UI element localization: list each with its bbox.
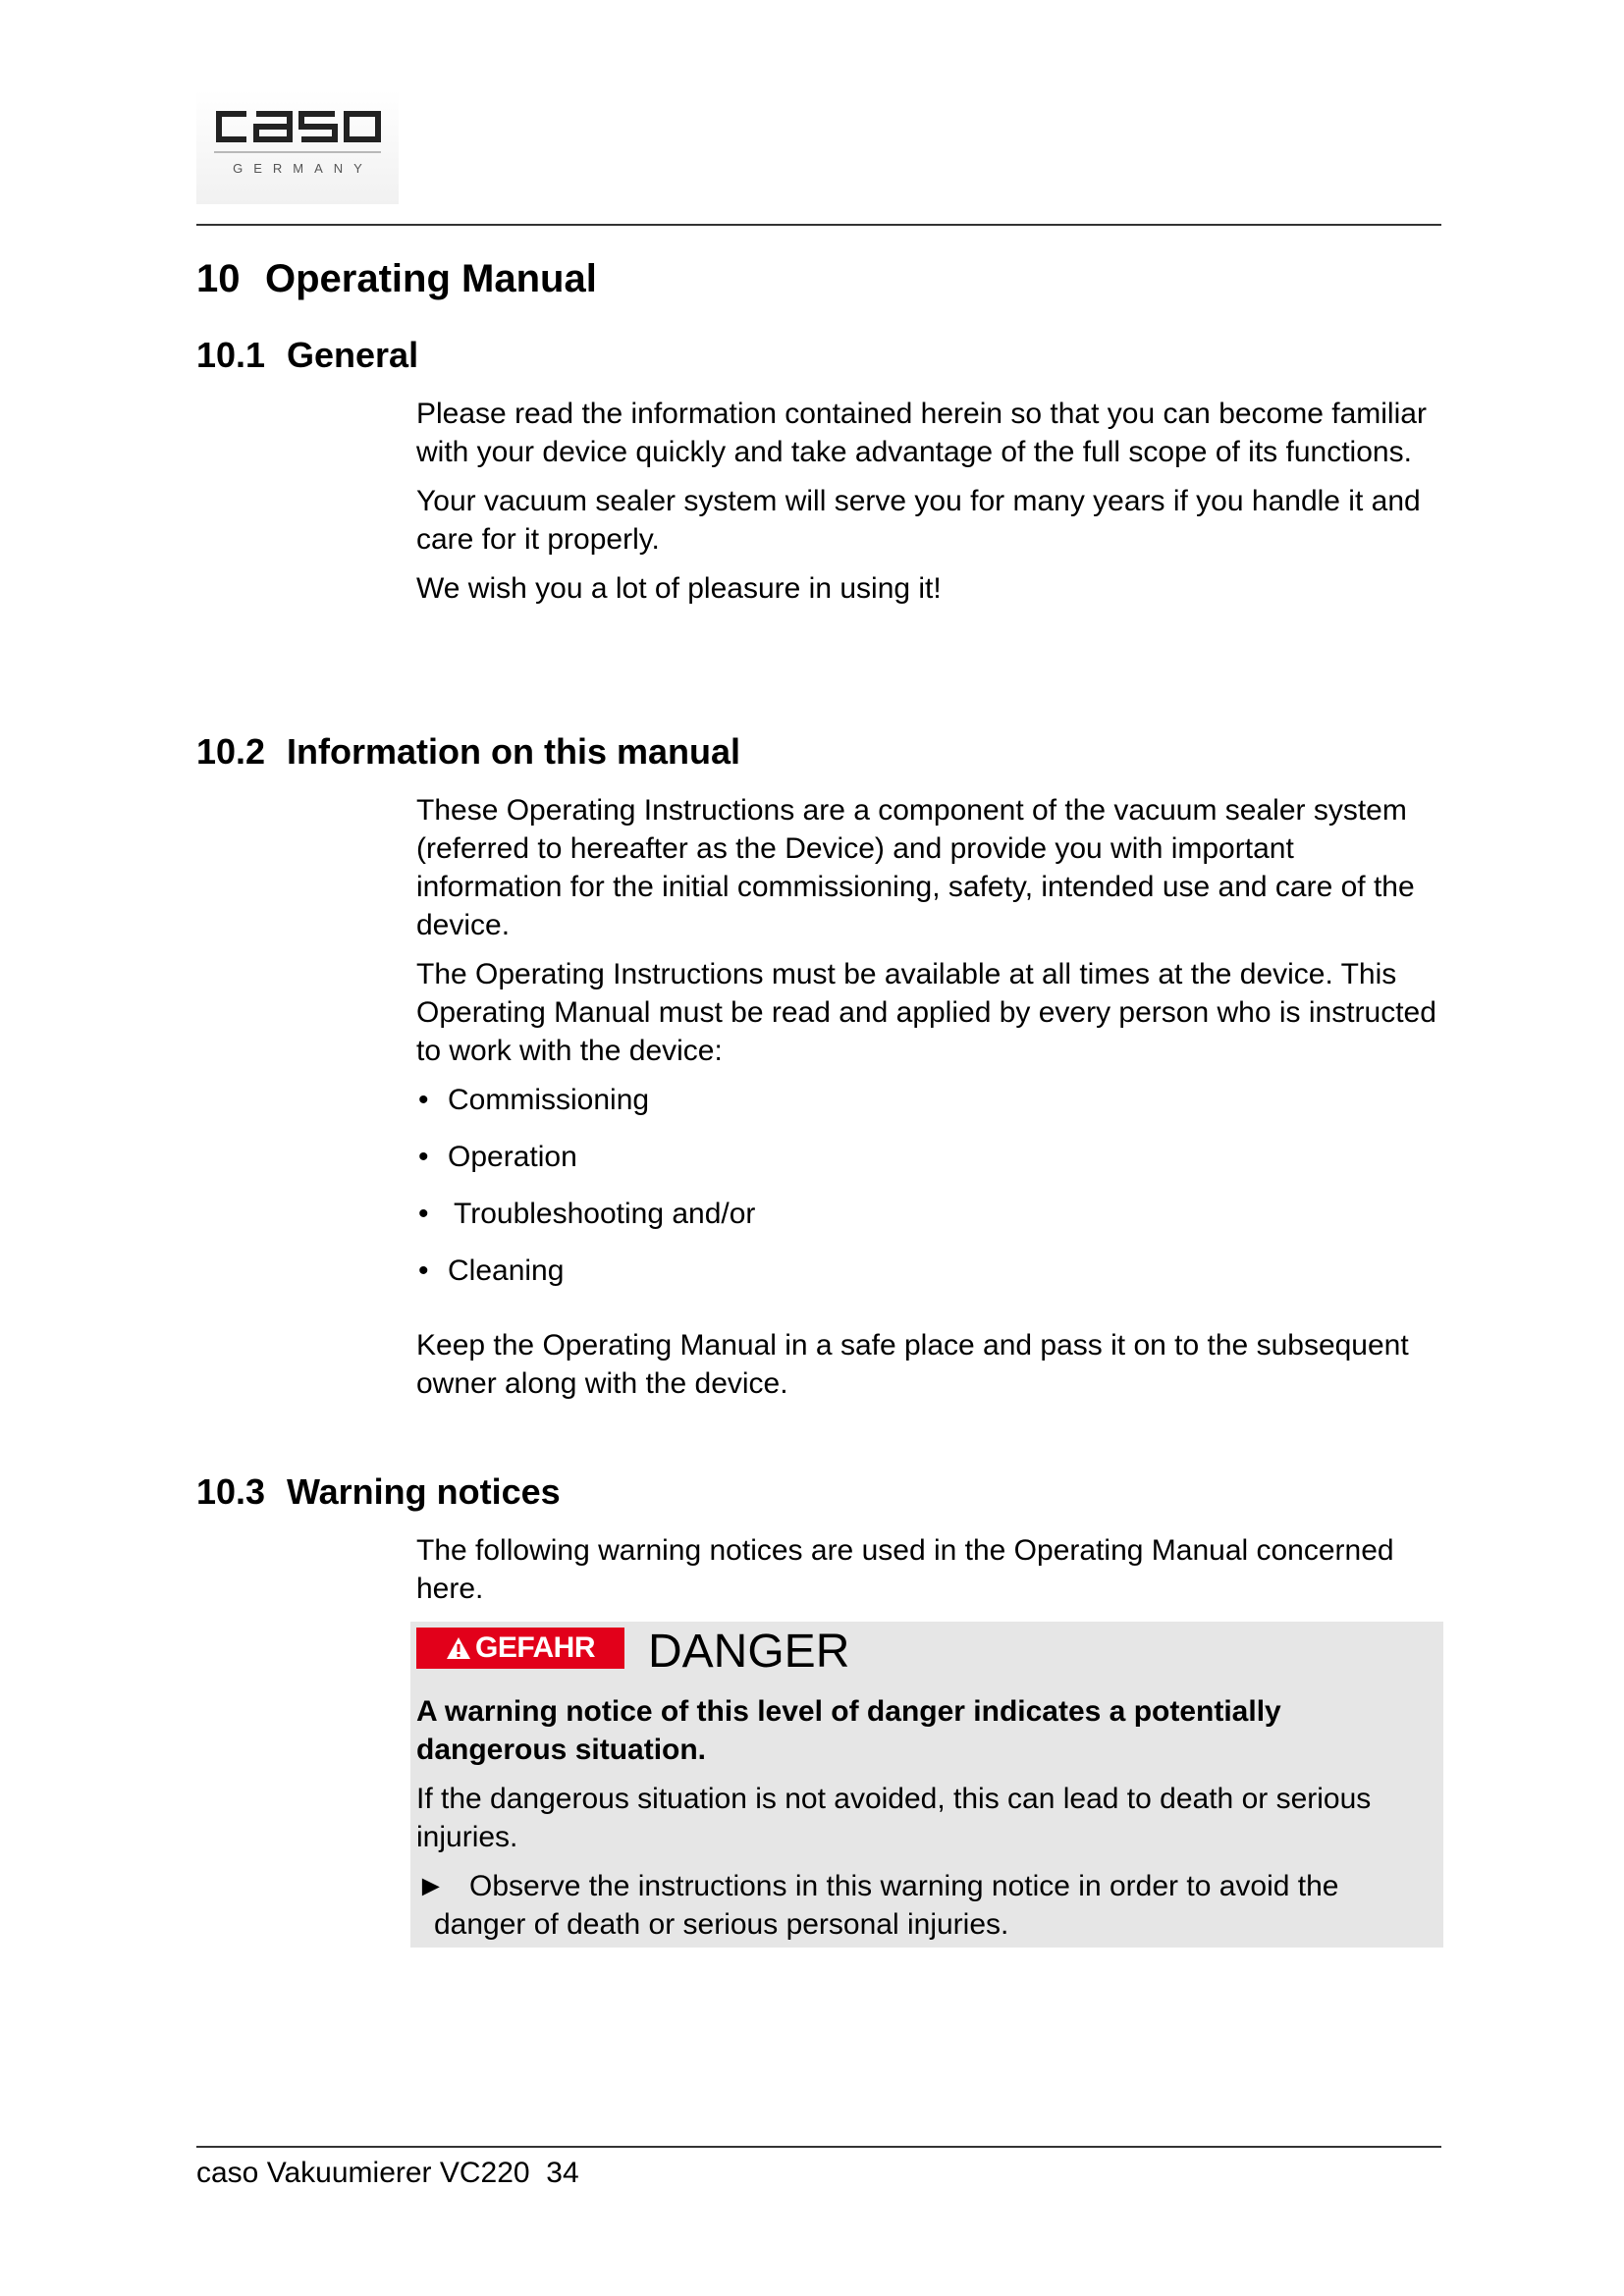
chapter-number: 10 <box>196 257 241 300</box>
bullet-icon: • <box>418 1141 429 1173</box>
section-title: Warning notices <box>287 1471 561 1512</box>
section-general-body <box>416 395 1447 618</box>
list-item: • Cleaning <box>416 1252 1447 1308</box>
danger-text: If the dangerous situation is not avoided, this can lead to death or serious injuries. <box>416 1783 1372 1853</box>
chapter-title: Operating Manual <box>265 257 597 300</box>
section-number: 10.2 <box>196 731 266 772</box>
danger-body <box>416 1692 1437 1944</box>
brand-logo <box>196 90 399 204</box>
danger-title: DANGER <box>648 1626 850 1678</box>
section-information-body <box>416 791 1447 1414</box>
chapter-heading <box>196 255 597 302</box>
section-heading-warnings <box>196 1470 561 1514</box>
footer-text: caso Vakuumierer VC220 <box>196 2157 530 2189</box>
gefahr-badge <box>416 1628 624 1669</box>
section-title: General <box>287 335 419 375</box>
danger-notice <box>410 1622 1443 1948</box>
danger-instruction: ► Observe the instructions in this warning notice in order to avoid the danger of death or serious personal injuries. <box>416 1867 1437 1944</box>
section-title: Information on this manual <box>287 731 741 772</box>
list-item: • Operation <box>416 1138 1447 1195</box>
section-heading-general <box>196 334 418 377</box>
list-item: • Commissioning <box>416 1081 1447 1138</box>
section-number: 10.3 <box>196 1471 266 1512</box>
danger-lead: A warning notice of this level of danger indicates a potentially dangerous situation. <box>416 1695 1281 1766</box>
caso-wordmark-icon <box>213 108 382 145</box>
paragraph: The Operating Instructions must be available at all times at the device. This Operating Manual must be read and applied by every person who is instructed to work with the device: <box>416 958 1436 1067</box>
warning-triangle-icon <box>446 1636 471 1660</box>
page-footer <box>196 2156 579 2191</box>
gefahr-label: GEFAHR <box>474 1631 595 1664</box>
list-item: • Troubleshooting and/or <box>416 1195 1447 1252</box>
section-heading-information <box>196 730 740 774</box>
section-warnings-body <box>416 1531 1447 1619</box>
paragraph: We wish you a lot of pleasure in using it! <box>416 572 942 605</box>
paragraph: Your vacuum sealer system will serve you for many years if you handle it and care for it properly. <box>416 485 1421 556</box>
footer-rule <box>196 2146 1441 2148</box>
bullet-icon: • <box>418 1255 429 1287</box>
logo-subtitle: GERMANY <box>233 161 373 176</box>
bullet-list <box>416 1081 1447 1308</box>
logo-divider <box>214 151 381 153</box>
paragraph: Please read the information contained herein so that you can become familiar with your device quickly and take advantage of the full scope of its functions. <box>416 398 1427 468</box>
page-number: 34 <box>546 2157 579 2189</box>
paragraph: Keep the Operating Manual in a safe place and pass it on to the subsequent owner along with the device. <box>416 1329 1409 1400</box>
section-number: 10.1 <box>196 335 266 375</box>
paragraph: The following warning notices are used in the Operating Manual concerned here. <box>416 1534 1394 1605</box>
arrow-right-icon: ► <box>416 1870 446 1902</box>
bullet-icon: • <box>418 1084 429 1116</box>
bullet-icon: • <box>418 1198 429 1230</box>
header-rule <box>196 224 1441 226</box>
paragraph: These Operating Instructions are a component of the vacuum sealer system (referred to hereafter as the Device) and provide you with important information for the initial commissioning, safety, intended use and care of the device. <box>416 794 1415 941</box>
